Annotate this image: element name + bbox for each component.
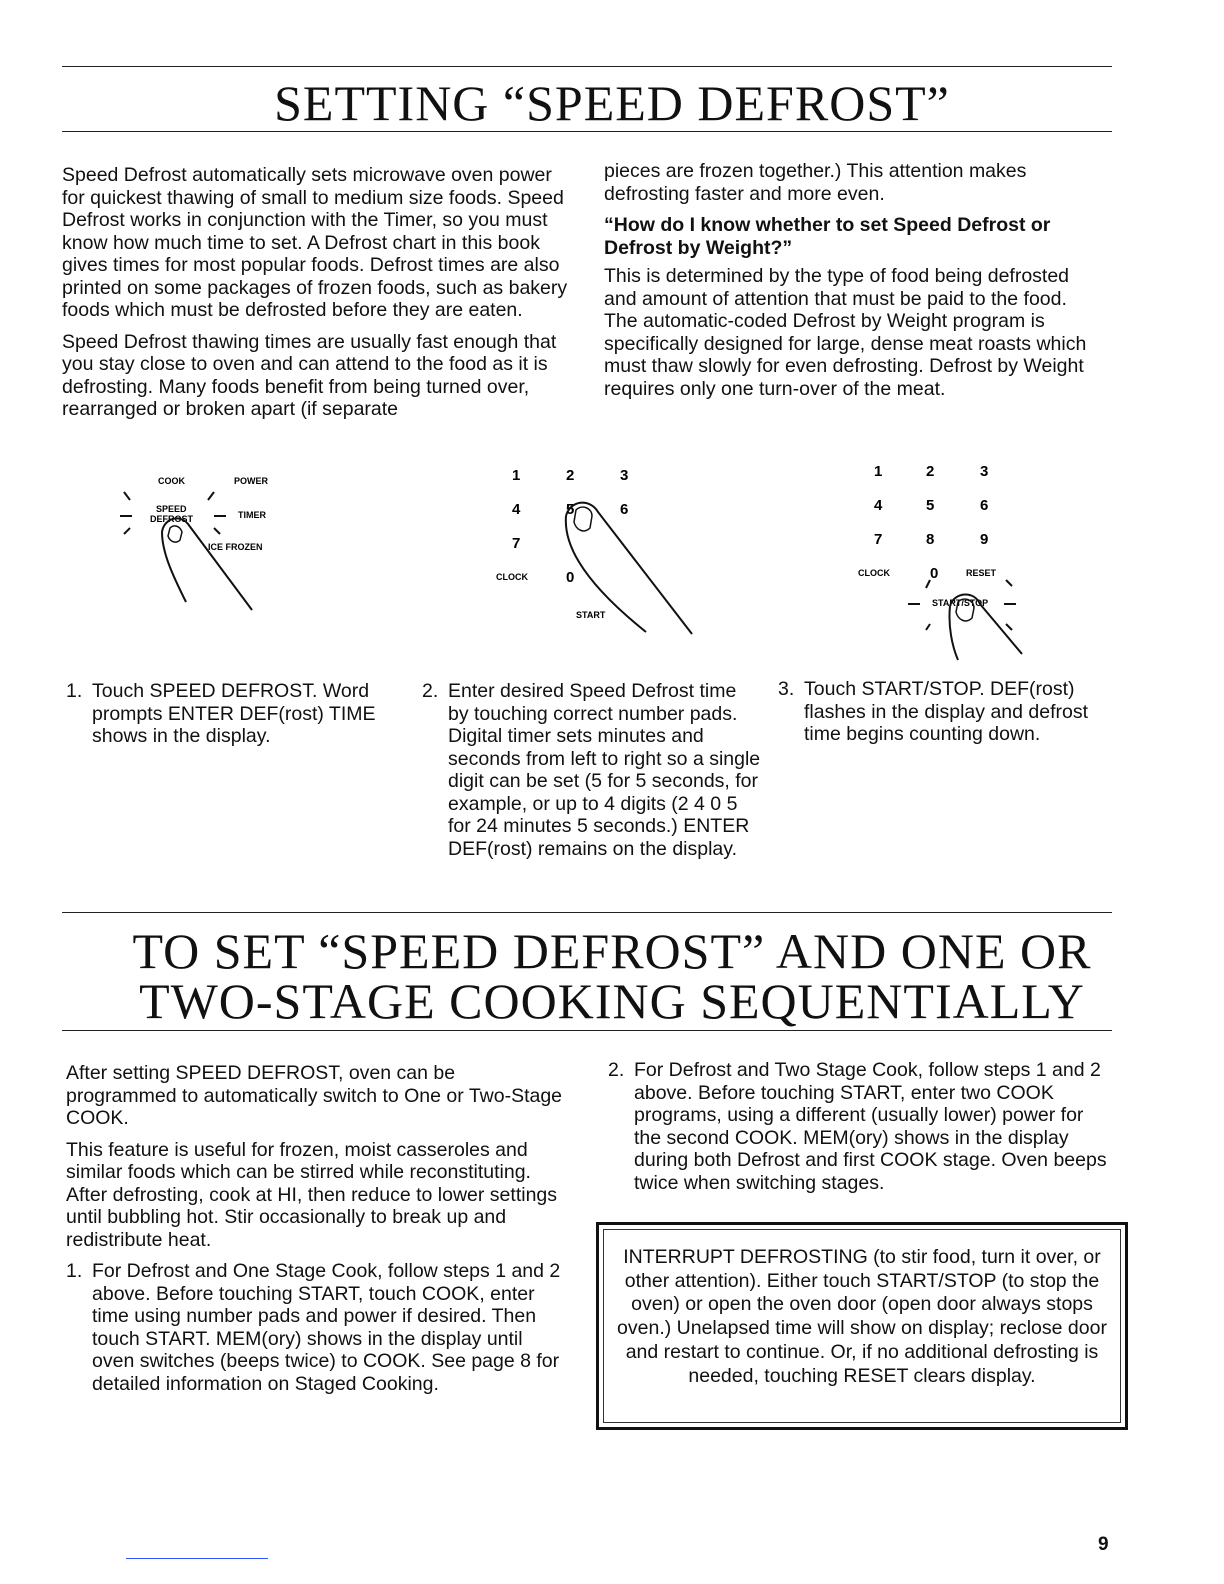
number-pad-finger-icon: [480, 456, 710, 636]
step-text: Touch START/STOP. DEF(rost) flashes in the display and defrost time begins counting down.: [804, 678, 1089, 745]
key-4: 4: [512, 501, 521, 518]
answer-paragraph: This is determined by the type of food being defrosted and amount of attention that must be paid to the food. The automatic-coded Defrost by Weight program is specifically designed for large, dense meat roasts which must thaw slowly for even defrosting. Defrost by Weight requires only one turn-over of the meat.: [604, 265, 1087, 400]
speed-defrost-pad-illustration: [110, 462, 330, 622]
power-label: POWER: [234, 476, 269, 486]
step-number: 2.: [608, 1059, 625, 1081]
section2-step-2: [608, 1059, 1108, 1194]
key-0: 0: [930, 565, 939, 582]
section2-paragraph: After setting SPEED DEFROST, oven can be programmed to automatically switch to One or Two-Stage COOK.: [66, 1062, 563, 1129]
page-number: 9: [1098, 1534, 1109, 1555]
key-7: 7: [512, 535, 521, 552]
ice-frozen-label: ICE FROZEN: [208, 542, 263, 552]
section-title-speed-defrost: SETTING “SPEED DEFROST”: [274, 75, 950, 131]
start-label: START: [576, 610, 606, 620]
key-1: 1: [512, 467, 521, 484]
section2-paragraph: This feature is useful for frozen, moist casseroles and similar foods which can be stirred while reconstituting. After defrosting, cook at HI, then reduce to lower settings until bubbling hot. Stir occasionally to break up and redistribute heat.: [66, 1138, 558, 1251]
cook-label: COOK: [158, 476, 185, 486]
start-stop-illustration: [846, 456, 1046, 666]
step-text: Enter desired Speed Defrost time by touching correct number pads. Digital timer sets minutes and seconds from left to right so a single digit can be set (5 for 5 seconds, for example, or up to 4 digits (2 4 0 5 for 24 minutes 5 seconds.) ENTER DEF(rost) remains on the display.: [448, 680, 761, 860]
step-text: For Defrost and One Stage Cook, follow steps 1 and 2 above. Before touching START, touch COOK, enter time using number pads and power if desired. Then touch START. MEM(ory) shows in the display until oven switches (beeps twice) to COOK. See page 8 for detailed information on Staged Cooking.: [92, 1260, 561, 1395]
footer-divider: [126, 1558, 268, 1559]
interrupt-defrosting-text: INTERRUPT DEFROSTING (to stir food, turn it over, or other attention). Either touch START/STOP (to stop the oven) or open the oven door (open door always stops oven.) Unelapsed time will show on display; reclose door and restart to continue. Or, if no additional defrosting is needed, touching RESET clears display.: [603, 1229, 1121, 1423]
key-8: 8: [926, 531, 935, 548]
key-7: 7: [874, 531, 883, 548]
section2-steps-list: [66, 1260, 566, 1395]
list-item: [66, 1260, 566, 1395]
intro-right-column: [604, 160, 1104, 409]
section2-left-column: [66, 1062, 566, 1401]
section2-top-rule: [62, 912, 1112, 913]
key-3: 3: [980, 463, 989, 480]
step-text: Touch SPEED DEFROST. Word prompts ENTER DEF(rost) TIME shows in the display.: [92, 680, 376, 747]
question-heading: “How do I know whether to set Speed Defrost or Defrost by Weight?”: [604, 214, 1051, 259]
step-text: For Defrost and Two Stage Cook, follow steps 1 and 2 above. Before touching START, enter two COOK programs, using a different (usually lower) power for the second COOK. MEM(ory) shows in the display during both Defrost and first COOK stage. Oven beeps twice when switching stages.: [634, 1059, 1107, 1194]
step-number: 3.: [778, 678, 795, 700]
section-title-line-1: TO SET “SPEED DEFROST” AND ONE OR: [132, 923, 1092, 979]
section-title-line-2: TWO-STAGE COOKING SEQUENTIALLY: [139, 973, 1085, 1029]
step-number: 1.: [66, 680, 83, 702]
finger-press-icon: [110, 462, 330, 622]
key-5: 5: [566, 501, 575, 518]
key-9: 9: [980, 531, 989, 548]
clock-label: CLOCK: [858, 568, 890, 578]
step-2: [422, 680, 762, 860]
interrupt-defrosting-box: [596, 1222, 1128, 1430]
key-5: 5: [926, 497, 935, 514]
intro-paragraph: Speed Defrost automatically sets microwave oven power for quickest thawing of small to medium size foods. Speed Defrost works in conjunction with the Timer, so you must know how much time to set. A Defrost chart in this book gives times for most popular foods. Defrost times are also printed on some packages of frozen foods, such as bakery foods which must be defrosted before they are eaten.: [62, 164, 568, 321]
key-6: 6: [620, 501, 629, 518]
key-1: 1: [874, 463, 883, 480]
key-3: 3: [620, 467, 629, 484]
start-stop-label: START/STOP: [932, 598, 989, 608]
timer-label: TIMER: [238, 510, 266, 520]
intro-paragraph: Speed Defrost thawing times are usually fast enough that you stay close to oven and can attend to the food as it is defrosting. Many foods benefit from being turned over, rearranged or broken apart (if separate: [62, 330, 557, 420]
defrost-label: DEFROST: [150, 514, 194, 524]
step-3: [778, 678, 1108, 746]
intro-left-column: [62, 164, 572, 430]
key-2: 2: [566, 467, 575, 484]
key-2: 2: [926, 463, 935, 480]
key-0: 0: [566, 569, 575, 586]
step-number: 2.: [422, 680, 439, 702]
step-1: [66, 680, 376, 748]
reset-label: RESET: [966, 568, 997, 578]
key-6: 6: [980, 497, 989, 514]
step-number: 1.: [66, 1260, 83, 1282]
intro-continued-paragraph: pieces are frozen together.) This attention makes defrosting faster and more even.: [604, 160, 1027, 205]
speed-label: SPEED: [156, 504, 187, 514]
key-4: 4: [874, 497, 883, 514]
clock-label: CLOCK: [496, 572, 528, 582]
start-stop-finger-icon: [846, 456, 1046, 666]
section2-title-underline-rule: [62, 1030, 1112, 1031]
number-pad-illustration: [480, 456, 710, 636]
top-rule: [62, 66, 1112, 67]
title-underline-rule: [62, 131, 1112, 132]
